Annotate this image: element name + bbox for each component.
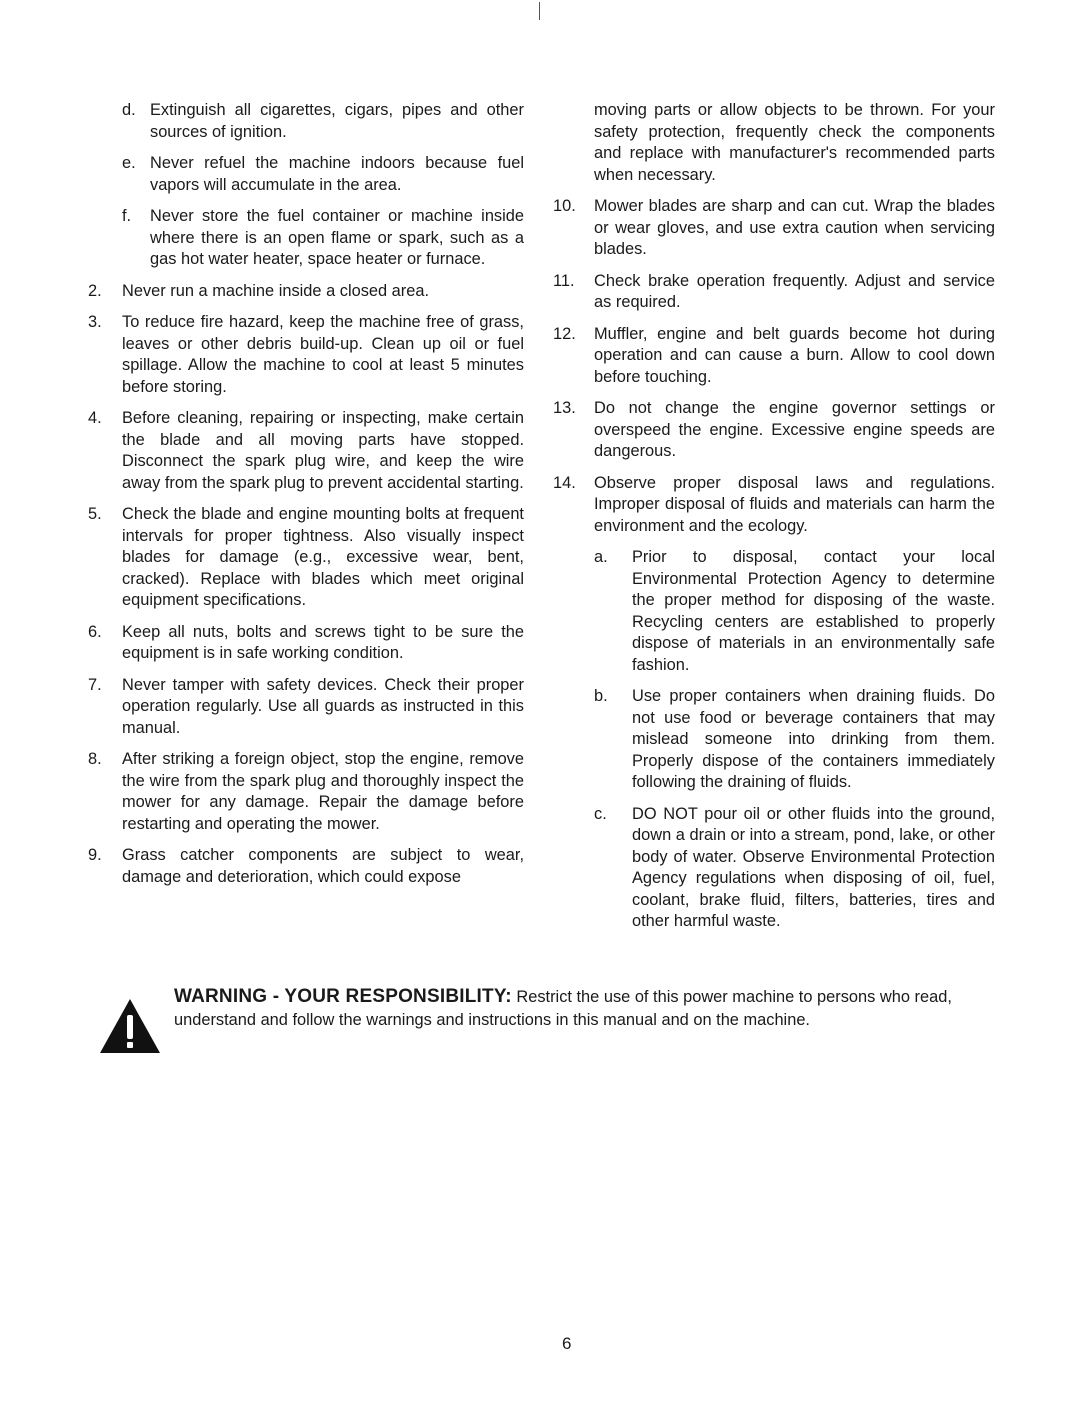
list-text: After striking a foreign object, stop the engine, remove the wire from the spark plug and thoroughly inspect the mower for any damage. Repair the damage before restarting and operating the mower. [122, 750, 524, 833]
list-item [553, 271, 995, 314]
warning-text [174, 985, 1004, 1032]
list-item [88, 312, 524, 398]
right-column [553, 100, 995, 943]
list-text: DO NOT pour oil or other fluids into the ground, down a drain or into a stream, pond, lake, or other body of water. Observe Environmental Protection Agency regulations when disposing of oil, fuel, coolant, brake fluid, filters, batteries, tires and other harmful waste. [632, 804, 995, 930]
list-text: Prior to disposal, contact your local Environmental Protection Agency to determine the proper method for disposing of the waste. Recycling centers are established to properly dispose of materials in an environmentally safe fashion. [632, 548, 995, 674]
list-item [122, 100, 524, 143]
list-marker: 12. [553, 324, 576, 343]
list-text: Grass catcher components are subject to wear, damage and deterioration, which could expose [122, 846, 524, 886]
list-marker: 4. [88, 409, 102, 427]
list-marker: e. [122, 154, 136, 172]
list-marker: 10. [553, 197, 576, 215]
warning-heading: WARNING - YOUR RESPONSIBILITY: [174, 986, 512, 1007]
list-text: Never tamper with safety devices. Check their proper operation regularly. Use all guards as instructed in this manual. [122, 675, 524, 737]
list-text: Do not change the engine governor settings or overspeed the engine. Excessive engine speeds are dangerous. [594, 399, 995, 460]
list-text: Never run a machine inside a closed area. [122, 281, 430, 300]
left-column [88, 100, 524, 898]
list-item [594, 686, 995, 794]
list-text: Never refuel the machine indoors because fuel vapors will accumulate in the area. [150, 154, 524, 194]
warning-triangle-icon [98, 997, 162, 1055]
list-marker: 5. [88, 505, 102, 523]
list-text: Observe proper disposal laws and regulations. Improper disposal of fluids and materials can harm the environment and the ecology. [594, 473, 995, 535]
list-marker: d. [122, 101, 136, 119]
list-marker: 3. [88, 313, 102, 331]
list-text: To reduce fire hazard, keep the machine free of grass, leaves or other debris build-up. Clean up oil or fuel spillage. Allow the machine to cool at least 5 minutes before storing. [122, 313, 524, 396]
list-text: Before cleaning, repairing or inspecting, make certain the blade and all moving parts have stopped. Disconnect the spark plug wire, and keep the wire away from the spark plug to prevent accidental starting. [122, 409, 524, 492]
list-text: moving parts or allow objects to be thrown. For your safety protection, frequently check the components and replace with manufacturer's recommended parts when necessary. [594, 101, 995, 184]
list-text: Mower blades are sharp and can cut. Wrap the blades or wear gloves, and use extra caution when servicing blades. [594, 197, 995, 258]
list-item [88, 408, 524, 494]
list-item [88, 622, 524, 665]
list-text: Check brake operation frequently. Adjust and service as required. [594, 271, 995, 311]
list-text: Keep all nuts, bolts and screws tight to be sure the equipment is in safe working condition. [122, 622, 524, 662]
list-item [553, 100, 995, 186]
list-marker: 2. [88, 281, 102, 300]
list-marker: 13. [553, 399, 576, 417]
list-item [553, 473, 995, 538]
list-item [594, 804, 995, 933]
list-marker: 14. [553, 473, 576, 492]
list-item [88, 845, 524, 888]
list-marker: 8. [88, 750, 102, 768]
list-text: Use proper containers when draining fluids. Do not use food or beverage containers that may mislead someone into drinking from them. Properly dispose of the containers immediately following the draining of fluids. [632, 687, 995, 791]
list-marker: 7. [88, 675, 102, 694]
list-item [553, 196, 995, 261]
list-item [122, 206, 524, 271]
list-marker: 9. [88, 846, 102, 864]
page-number: 6 [562, 1334, 572, 1353]
list-item [553, 398, 995, 463]
list-marker: 6. [88, 622, 102, 641]
list-marker: c. [594, 804, 607, 823]
list-marker: a. [594, 548, 608, 566]
list-item [88, 281, 524, 303]
warning-body: Restrict the use of this power machine to persons who read, understand and follow the warnings and instructions in this manual and on the machine. [174, 988, 952, 1029]
list-marker: f. [122, 207, 132, 225]
list-item [594, 547, 995, 676]
list-marker [553, 100, 594, 186]
list-item [553, 324, 995, 389]
list-item [88, 504, 524, 612]
list-text: Extinguish all cigarettes, cigars, pipes and other sources of ignition. [150, 101, 524, 141]
list-item [88, 675, 524, 740]
list-marker: 11. [553, 271, 575, 290]
list-item [88, 749, 524, 835]
list-text: Never store the fuel container or machine inside where there is an open flame or spark, such as a gas hot water heater, space heater or furnace. [150, 207, 524, 268]
list-text: Check the blade and engine mounting bolts at frequent intervals for proper tightness. Also visually inspect blades for damage (e.g., excessive wear, bent, cracked). Replace with blades which meet original equipment specifications. [122, 505, 524, 609]
list-marker: b. [594, 687, 608, 705]
list-item [122, 153, 524, 196]
list-text: Muffler, engine and belt guards become hot during operation and can cause a burn. Allow to cool down before touching. [594, 324, 995, 386]
scan-mark [539, 2, 540, 20]
